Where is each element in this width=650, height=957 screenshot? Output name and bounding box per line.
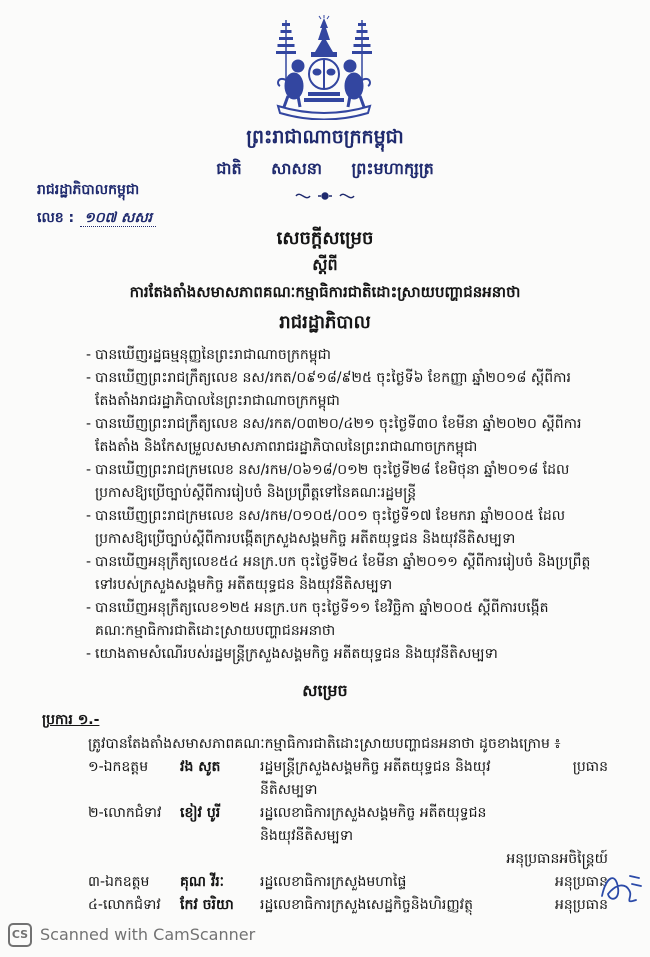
subject-label: ស្តីពី: [312, 255, 338, 274]
consideration-item: [86, 344, 608, 367]
consideration-text: បានឃើញព្រះរាជក្រឹត្យលេខ នស/រកត/០៩១៨/៩២៥ ចុះថ្ងៃទី៦ ខែកញ្ញា ឆ្នាំ២០១៨ ស្តីពីការតែងតាំងរាជរដ្ឋាភិបាលនៃព្រះរាជាណាចក្រកម្ពុជា: [95, 370, 571, 409]
member-row: [88, 894, 608, 917]
member-position: រដ្ឋមន្ត្រីក្រសួងសង្គមកិច្ច អតីតយុទ្ធជន និងយុវនីតិសម្បទា: [260, 759, 491, 798]
consideration-item: [86, 505, 608, 551]
member-role: អនុប្រធាន: [554, 874, 608, 890]
motto-religion: សាសនា: [271, 159, 322, 178]
number-value: ១០៧ សសរ: [80, 210, 156, 227]
member-name: កែវ ចរិយា: [180, 897, 234, 913]
member-name: វង សូត: [180, 759, 221, 775]
watermark-text: Scanned with CamScanner: [40, 925, 256, 944]
list-dash: -: [86, 508, 92, 524]
camscanner-watermark: [8, 922, 255, 948]
member-name: ខៀវ បូរី: [180, 805, 221, 821]
ornament-divider-icon: [290, 189, 360, 203]
emblem-pedestal: [304, 92, 344, 102]
decides-heading: សម្រេច: [302, 681, 348, 700]
issuer-title: រាជរដ្ឋាភិបាល: [279, 312, 371, 333]
member-position: រដ្ឋលេខាធិការក្រសួងសង្គមកិច្ច អតីតយុទ្ធជន និងយុវនីតិសម្បទា: [260, 805, 487, 844]
consideration-item: [86, 597, 608, 643]
consideration-item: [86, 367, 608, 413]
member-prefix: ៤-លោកជំទាវ: [88, 897, 161, 913]
list-dash: -: [86, 347, 92, 363]
consideration-text: បានឃើញអនុក្រឹត្យលេខ៥៤ អនក្រ.បក ចុះថ្ងៃទី២៤ ខែមីនា ឆ្នាំ២០១១ ស្តីពីការរៀបចំ និងប្រព្រឹត្តទៅរបស់ក្រសួងសង្គមកិច្ច អតីតយុទ្ធជន និងយុវនីតិសម្បទា: [95, 554, 591, 593]
member-prefix: ១-ឯកឧត្តម: [88, 759, 149, 775]
member-row: [88, 802, 608, 871]
initials-signature-icon: [596, 866, 642, 908]
camscanner-logo-icon: CS: [8, 923, 32, 947]
consideration-text: បានឃើញព្រះរាជក្រឹត្យលេខ នស/រកត/០៣២០/៤២១ ចុះថ្ងៃទី៣០ ខែមីនា ឆ្នាំ២០២០ ស្តីពីការតែងតាំង និងកែសម្រួលសមាសភាពរាជរដ្ឋាភិបាលនៃព្រះរាជាណាចក្រកម្ពុជា: [95, 416, 582, 455]
royal-emblem-icon: [268, 14, 380, 120]
member-role: អនុប្រធានអចិន្ត្រៃយ៍: [506, 851, 608, 867]
article-1-intro: ត្រូវបានតែងតាំងសមាសភាពគណៈកម្មាធិការជាតិដោះស្រាយបញ្ហាជនអនាថា ដូចខាងក្រោម ៖: [88, 736, 561, 752]
consideration-text: បានឃើញអនុក្រឹត្យលេខ១២៥ អនក្រ.បក ចុះថ្ងៃទី១១ ខែវិច្ឆិកា ឆ្នាំ២០០៥ ស្តីពីការបង្កើតគណៈកម្មាធិការជាតិដោះស្រាយបញ្ហាជនអនាថា: [95, 600, 549, 639]
member-prefix: ២-លោកជំទាវ: [88, 805, 162, 821]
member-row: [88, 756, 608, 802]
member-name: គុណ វីរៈ: [180, 874, 225, 890]
consideration-text: បានឃើញព្រះរាជក្រមលេខ នស/រកម/០១០៥/០០១ ចុះថ្ងៃទី១៧ ខែមករា ឆ្នាំ២០០៥ ដែលប្រកាសឱ្យប្រើច្បាប់ស្តីពីការបង្កើតក្រសួងសង្គមកិច្ច អតីតយុទ្ធជន និងយុវនីតិសម្បទា: [95, 508, 566, 547]
considerations-list: [86, 344, 608, 666]
list-dash: -: [86, 646, 92, 662]
member-position: រដ្ឋលេខាធិការក្រសួងមហាផ្ទៃ: [260, 874, 407, 890]
emblem-lion-left: [278, 60, 304, 107]
government-header: រាជរដ្ឋាភិបាលកម្ពុជា: [37, 182, 140, 198]
list-dash: -: [86, 600, 92, 616]
decision-title: សេចក្តីសម្រេច: [276, 228, 374, 249]
member-position: រដ្ឋលេខាធិការក្រសួងសេដ្ឋកិច្ចនិងហិរញ្ញវត្ថុ: [260, 897, 474, 913]
consideration-item: [86, 551, 608, 597]
motto-nation: ជាតិ: [216, 159, 242, 178]
consideration-text: បានឃើញព្រះរាជក្រមលេខ នស/រកម/០៦១៨/០១២ ចុះថ្ងៃទី២៨ ខែមិថុនា ឆ្នាំ២០១៨ ដែលប្រកាសឱ្យប្រើច្បាប់ស្តីពីការរៀបចំ និងប្រព្រឹត្តទៅនៃគណៈរដ្ឋមន្ត្រី: [95, 462, 570, 501]
number-label: លេខ :: [37, 210, 75, 226]
list-dash: -: [86, 554, 92, 570]
list-dash: -: [86, 462, 92, 478]
member-row: [88, 871, 608, 894]
member-prefix: ៣-ឯកឧត្តម: [88, 874, 150, 890]
member-list: [88, 756, 608, 917]
emblem-crown-base: [311, 52, 337, 57]
decision-body: [42, 226, 608, 917]
consideration-text: យោងតាមសំណើរបស់រដ្ឋមន្ត្រីក្រសួងសង្គមកិច្ច អតីតយុទ្ធជន និងយុវនីតិសម្បទា: [95, 646, 498, 662]
decision-subject: ការតែងតាំងសមាសភាពគណៈកម្មាធិការជាតិដោះស្រាយបញ្ហាជនអនាថា: [129, 283, 521, 301]
emblem-ribbon: [278, 106, 370, 120]
list-dash: -: [86, 416, 92, 432]
emblem-shield: [309, 59, 339, 89]
consideration-item: [86, 459, 608, 505]
consideration-item: [86, 643, 608, 666]
article-1-label: ប្រការ ១.-: [42, 712, 100, 728]
consideration-text: បានឃើញរដ្ឋធម្មនុញ្ញនៃព្រះរាជាណាចក្រកម្ពុជា: [95, 347, 331, 363]
emblem-lion-right: [344, 60, 370, 107]
member-role: ប្រធាន: [572, 759, 608, 775]
list-dash: -: [86, 370, 92, 386]
consideration-item: [86, 413, 608, 459]
kingdom-title: ព្រះរាជាណាចក្រកម្ពុជា: [246, 126, 404, 148]
member-role: អនុប្រធាន: [554, 897, 608, 913]
emblem-spire: [315, 18, 333, 52]
motto-king: ព្រះមហាក្សត្រ: [351, 159, 434, 178]
